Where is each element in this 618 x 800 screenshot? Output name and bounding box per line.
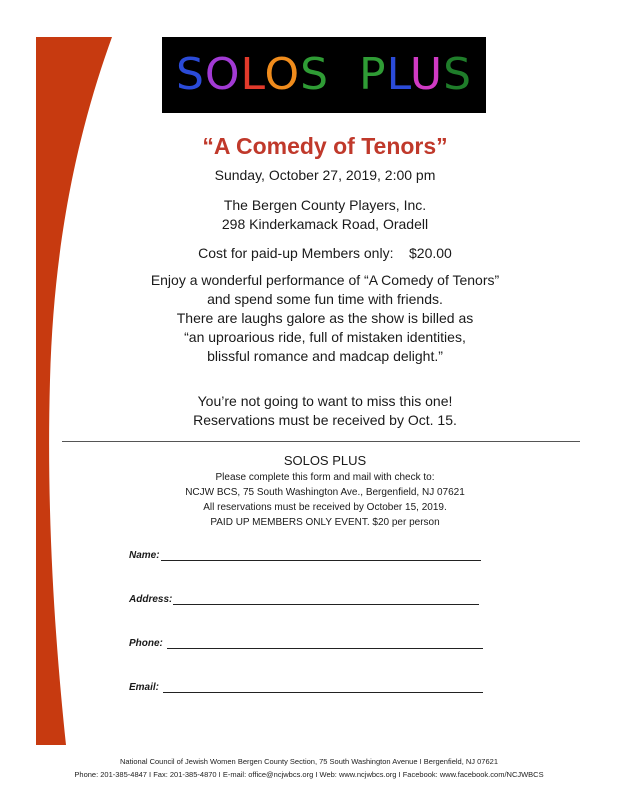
form-address: NCJW BCS, 75 South Washington Ave., Bergenfield, NJ 07621: [185, 487, 465, 498]
logo-text: [175, 49, 473, 100]
event-title: “A Comedy of Tenors”: [202, 133, 448, 159]
logo-letter: S: [443, 49, 473, 100]
description-line: “an uproarious ride, full of mistaken identities,: [184, 329, 466, 345]
footer: [30, 755, 588, 781]
name-field[interactable]: [129, 550, 481, 561]
divider: [62, 441, 580, 442]
footer-address: National Council of Jewish Women Bergen County Section, 75 South Washington Avenue I Bergenfield, NJ 07621: [119, 757, 498, 766]
venue-address: 298 Kinderkamack Road, Oradell: [221, 216, 429, 232]
event-date: Sunday, October 27, 2019, 2:00 pm: [214, 167, 436, 183]
venue-block: [120, 196, 530, 234]
footer-contact: Phone: 201-385-4847 I Fax: 201-385-4870 I E-mail: office@ncjwbcs.org I Web: www.ncjwbcs.org I Facebook: www.facebook.com/NCJWBCS: [74, 770, 544, 779]
email-field[interactable]: [129, 682, 483, 693]
address-input-line[interactable]: [173, 594, 479, 605]
logo-letter: U: [409, 49, 444, 100]
form-price-note: PAID UP MEMBERS ONLY EVENT. $20 per person: [210, 517, 440, 528]
phone-input-line[interactable]: [167, 638, 483, 649]
cost-line: Cost for paid-up Members only: $20.00: [198, 245, 452, 261]
logo-letter: O: [264, 49, 301, 100]
form-deadline: All reservations must be received by October 15, 2019.: [203, 502, 447, 513]
form-title: SOLOS PLUS: [283, 453, 367, 468]
name-input-line[interactable]: [161, 550, 481, 561]
logo-letter: [329, 49, 359, 100]
phone-label: Phone:: [129, 638, 163, 649]
form-header: [120, 452, 530, 530]
phone-field[interactable]: [129, 638, 483, 649]
description-line: blissful romance and madcap delight.”: [207, 348, 443, 364]
closing-block: [120, 392, 530, 430]
logo-letter: L: [386, 49, 410, 100]
logo-letter: O: [204, 49, 241, 100]
form-instruction: Please complete this form and mail with check to:: [215, 472, 435, 483]
email-input-line[interactable]: [163, 682, 483, 693]
logo-letter: L: [240, 49, 265, 100]
logo-letter: P: [359, 49, 387, 100]
description-line: Enjoy a wonderful performance of “A Comedy of Tenors”: [150, 272, 500, 288]
logo-letter: S: [300, 49, 330, 100]
venue-name: The Bergen County Players, Inc.: [223, 197, 427, 213]
address-label: Address:: [129, 594, 173, 605]
closing-line: Reservations must be received by Oct. 15.: [193, 412, 457, 428]
solos-plus-logo: [162, 37, 486, 113]
description-line: and spend some fun time with friends.: [207, 291, 443, 307]
description-line: There are laughs galore as the show is billed as: [176, 310, 474, 326]
closing-line: You’re not going to want to miss this one!: [197, 393, 453, 409]
name-label: Name:: [129, 550, 160, 561]
logo-letter: S: [175, 49, 205, 100]
event-description: [120, 271, 530, 366]
address-field[interactable]: [129, 594, 479, 605]
email-label: Email:: [129, 682, 160, 693]
